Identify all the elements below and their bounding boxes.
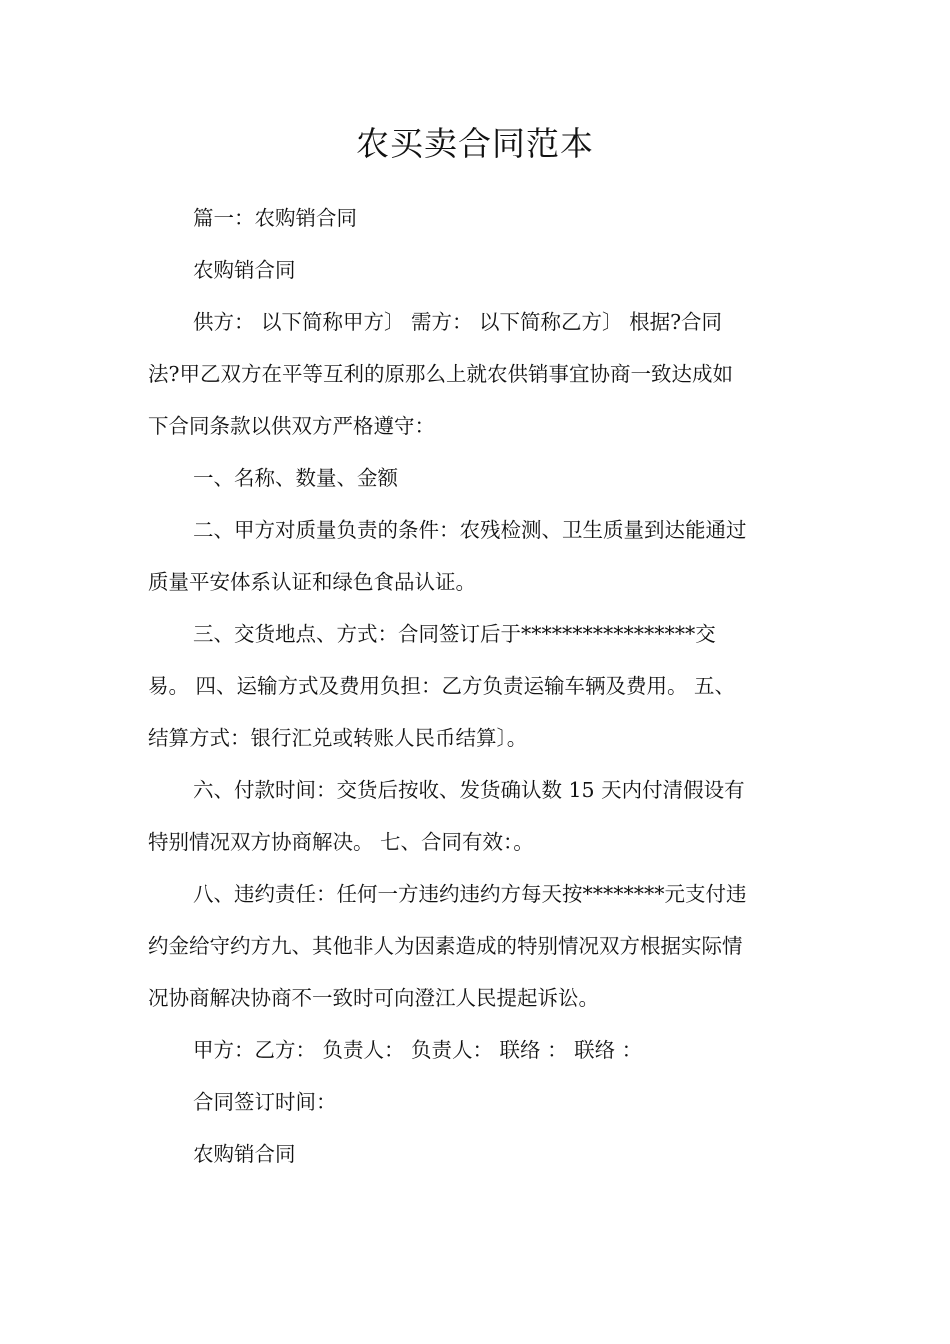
text-line: 结算方式：银行汇兑或转账人民币结算〕。	[148, 726, 528, 750]
text-line: 下合同条款以供双方严格遵守：	[148, 414, 435, 438]
document-title: 农买卖合同范本	[356, 124, 594, 163]
text-line: 六、付款时间：交货后按收、发货确认数 15 天内付清假设有	[193, 778, 745, 802]
text-line: 八、违约责任：任何一方违约违约方每天按********元支付违	[193, 882, 747, 906]
text-line: 农购销合同	[193, 258, 296, 282]
text-line: 供方： 以下简称甲方〕 需方： 以下简称乙方〕 根据?合同	[193, 310, 723, 334]
text-line: 约金给守约方九、其他非人为因素造成的特别情况双方根据实际情	[148, 934, 743, 958]
text-line: 易。 四、运输方式及费用负担：乙方负责运输车辆及费用。 五、	[148, 674, 736, 698]
text-line: 法?甲乙双方在平等互利的原那么上就农供销事宜协商一致达成如	[148, 362, 733, 386]
text-line: 特别情况双方协商解决。 七、合同有效：。	[148, 830, 534, 854]
text-line: 甲方：乙方： 负责人： 负责人： 联络 ： 联络 ：	[193, 1038, 643, 1062]
document-body	[148, 192, 802, 1180]
text-line: 三、交货地点、方式：合同签订后于*****************交	[193, 622, 716, 646]
text-line: 农购销合同	[193, 1142, 296, 1166]
text-line: 篇一：农购销合同	[193, 206, 357, 230]
text-line: 质量平安体系认证和绿色食品认证。	[148, 570, 476, 594]
text-line: 合同签订时间：	[193, 1090, 337, 1114]
text-line: 二、甲方对质量负责的条件：农残检测、卫生质量到达能通过	[193, 518, 747, 542]
text-line: 一、名称、数量、金额	[193, 466, 398, 490]
text-line: 况协商解决协商不一致时可向澄江人民提起诉讼。	[148, 986, 599, 1010]
